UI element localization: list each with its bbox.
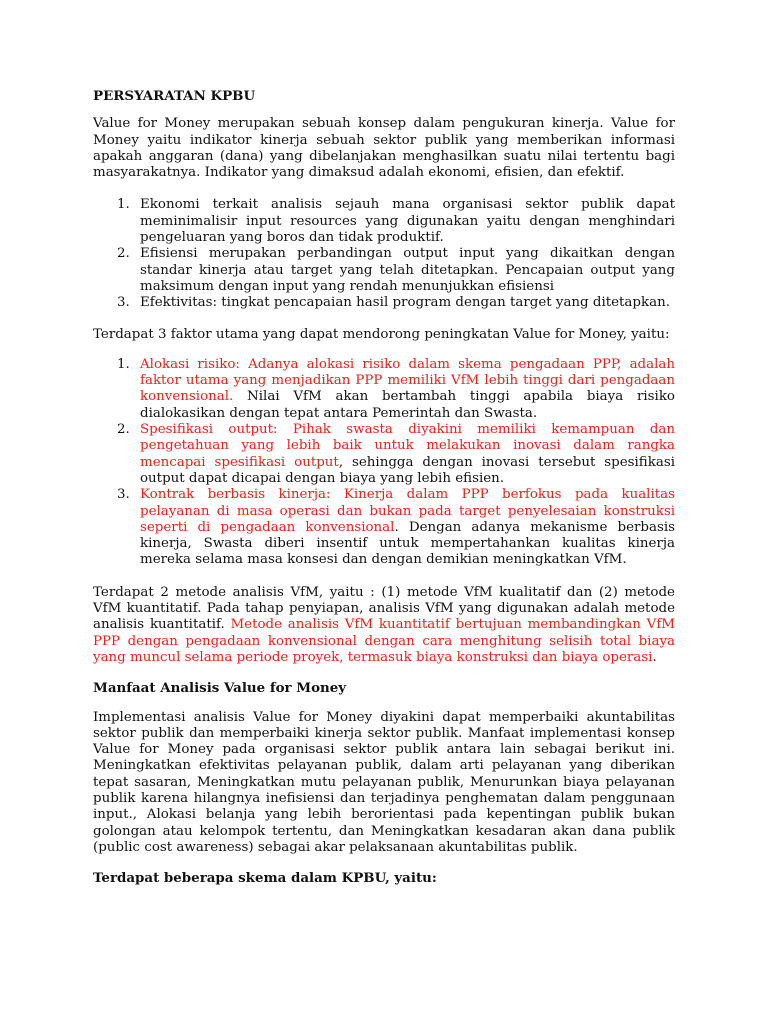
page-title: PERSYARATAN KPBU: [93, 88, 256, 104]
list-item: [93, 246, 675, 295]
list-item: [93, 422, 675, 487]
highlighted-text: Kontrak berbasis kinerja: Kinerja dalam PPP berfokus pada kualitas pelayanan di masa operasi dan bukan pada target penyelesaian konstruksi seperti di pengadaan konvensional: [140, 487, 675, 535]
list-number: 1.: [117, 356, 130, 372]
factor-list: [93, 357, 675, 569]
indicator-list: [93, 197, 675, 311]
methods-paragraph: [93, 585, 675, 666]
intro-paragraph: Value for Money merupakan sebuah konsep dalam pengukuran kinerja. Value for Money yaitu indikator kinerja sebuah sektor publik yang memberikan informasi apakah anggaran (dana) yang dibelanjakan menghasilkan suatu nilai tertentu bagi masyarakatnya. Indikator yang dimaksud adalah ekonomi, efisien, dan efektif.: [93, 116, 675, 181]
schemes-heading: Terdapat beberapa skema dalam KPBU, yaitu:: [93, 870, 437, 887]
list-item-text: Ekonomi terkait analisis sejauh mana organisasi sektor publik dapat meminimalisir input resources yang digunakan yaitu dengan menghindari pengeluaran yang boros dan tidak produktif.: [140, 197, 675, 246]
list-item-text: . Dengan adanya mekanisme berbasis kinerja, Swasta diberi insentif untuk mempertahankan kualitas kinerja mereka selama masa konsesi dan dengan demikian meningkatkan VfM.: [140, 519, 675, 568]
list-item-text: , sehingga dengan inovasi tersebut spesifikasi output dapat dicapai dengan biaya yang lebih efisien.: [140, 454, 675, 486]
list-number: 2.: [117, 246, 130, 262]
benefits-paragraph: Implementasi analisis Value for Money diyakini dapat memperbaiki akuntabilitas sektor publik dan memperbaiki kinerja sektor publik. Manfaat implementasi konsep Value for Money pada organisasi sektor publik antara lain sebagai berikut ini. Meningkatkan efektivitas pelayanan publik, dalam arti pelayanan yang diberikan tepat sasaran, Meningkatkan mutu pelayanan publik, Menurunkan biaya pelayanan publik karena hilangnya inefisiensi dan terjadinya penghematan dalam penggunaan input., Alokasi belanja yang lebih berorientasi pada kepentingan publik bukan golongan atau kelompok tertentu, dan Meningkatkan kesadaran akan dana publik (public cost awareness) sebagai akar pelaksanaan akuntabilitas publik.: [93, 709, 675, 855]
highlighted-text: Alokasi risiko: Adanya alokasi risiko dalam skema pengadaan PPP, adalah faktor utama yang menjadikan PPP memiliki VfM lebih tinggi dari pengadaan konvensional.: [140, 356, 675, 405]
list-item-text: Nilai VfM akan bertambah tinggi apabila biaya risiko dialokasikan dengan tepat antara Pemerintah dan Swasta.: [140, 389, 675, 421]
list-number: 3.: [117, 487, 130, 503]
list-item: [93, 295, 675, 311]
list-item: [93, 487, 675, 568]
methods-end: .: [652, 649, 657, 665]
list-item: [93, 357, 675, 422]
factors-intro: Terdapat 3 faktor utama yang dapat mendorong peningkatan Value for Money, yaitu:: [93, 326, 670, 342]
list-number: 1.: [117, 197, 130, 213]
highlighted-text: Spesifikasi output: Pihak swasta diyakini memiliki kemampuan dan pengetahuan yang lebih baik untuk melakukan inovasi dalam rangka mencapai spesifikasi output: [140, 422, 675, 470]
list-item-text: Efisiensi merupakan perbandingan output input yang dikaitkan dengan standar kinerja atau target yang telah ditetapkan. Pencapaian output yang maksimum dengan input yang rendah menunjukkan efisiensi: [140, 246, 675, 294]
list-item-text: Efektivitas: tingkat pencapaian hasil program dengan target yang ditetapkan.: [140, 295, 670, 311]
list-number: 2.: [117, 422, 130, 438]
list-item: [93, 197, 675, 246]
list-number: 3.: [117, 295, 130, 311]
highlighted-text: Metode analisis VfM kuantitatif bertujuan membandingkan VfM PPP dengan pengadaan konvensional dengan cara menghitung selisih total biaya yang muncul selama periode proyek, termasuk biaya konstruksi dan biaya operasi: [93, 617, 675, 665]
benefits-heading: Manfaat Analisis Value for Money: [93, 680, 347, 697]
methods-text: Terdapat 2 metode analisis VfM, yaitu : (1) metode VfM kualitatif dan (2) metode VfM kuantitatif. Pada tahap penyiapan, analisis VfM yang digunakan adalah metode analisis kuantitatif.: [93, 584, 675, 633]
